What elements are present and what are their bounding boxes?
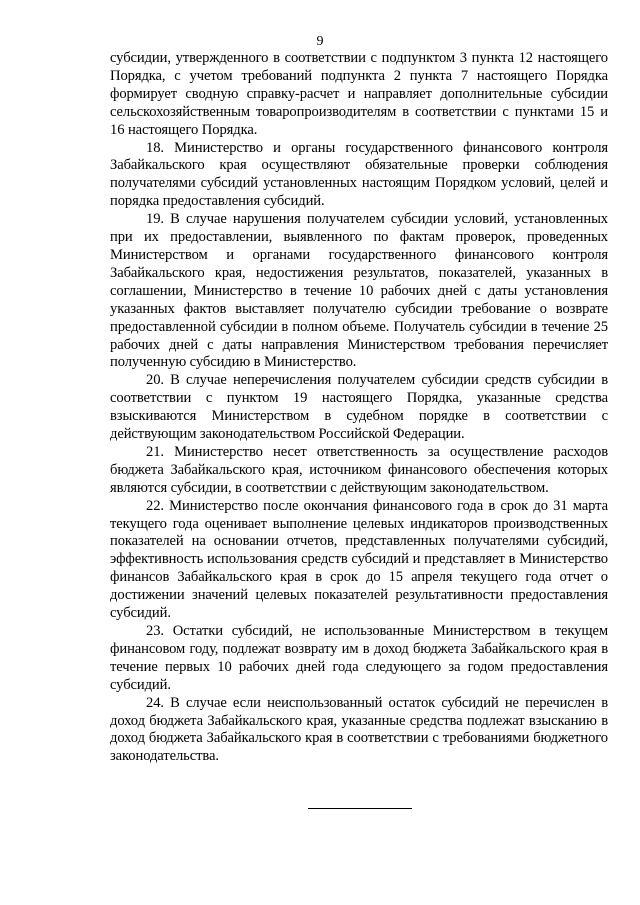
paragraph-18: 18. Министерство и органы государственного финансового контроля Забайкальского края осуществляют обязательные проверки соблюдения получателями субсидий установленных настоящим Порядком условий, целей и порядка предоставления субсидий. — [110, 139, 608, 210]
document-body — [110, 50, 608, 766]
paragraph-22: 22. Министерство после окончания финансового года в срок до 31 марта текущего года оценивает выполнение целевых индикаторов производственных показателей на основании отчетов, представленных получателями субсидий, эффективность использования средств субсидий и представляет в Министерство финансов Забайкальского края в срок до 15 апреля текущего года отчет о достижении значений целевых показателей результативности предоставления субсидий. — [110, 497, 608, 622]
paragraph-20: 20. В случае неперечисления получателем субсидии средств субсидии в соответствии с пунктом 19 настоящего Порядка, указанные средства взыскиваются Министерством в судебном порядке в соответствии с действующим законодательством Российской Федерации. — [110, 372, 608, 443]
end-separator-line — [308, 808, 412, 809]
paragraph-23: 23. Остатки субсидий, не использованные Министерством в текущем финансовом году, подлежат возврату им в доход бюджета Забайкальского края в течение первых 10 рабочих дней года следующего за годом предоставления субсидий. — [110, 623, 608, 693]
paragraph-24: 24. В случае если неиспользованный остаток субсидий не перечислен в доход бюджета Забайкальского края, указанные средства подлежат взысканию в доход бюджета Забайкальского края в соответствии с требованиями бюджетного законодательства. — [110, 694, 608, 765]
paragraph-continuation: субсидии, утвержденного в соответствии с подпунктом 3 пункта 12 настоящего Порядка, с учетом требований подпункта 2 пункта 7 настоящего Порядка формирует сводную справку-расчет и направляет дополнительные субсидии сельскохозяйственным товаропроизводителям в соответствии с пунктами 15 и 16 настоящего Порядка. — [110, 50, 608, 138]
page-number: 9 — [316, 34, 324, 49]
paragraph-19: 19. В случае нарушения получателем субсидии условий, установленных при их предоставлении, выявленного по фактам проверок, проведенных Министерством и органами государственного финансового контроля Забайкальского края, недостижения результатов, показателей, указанных в соглашении, Министерство в течение 10 рабочих дней с даты установления указанных фактов выставляет получателю субсидии требование о возврате предоставленной субсидии в полном объеме. Получатель субсидии в течение 25 рабочих дней с даты направления Министерством требования перечисляет полученную субсидию в Министерство. — [110, 211, 608, 371]
paragraph-21: 21. Министерство несет ответственность за осуществление расходов бюджета Забайкальского края, источником финансового обеспечения которых являются субсидии, в соответствии с действующим законодательством. — [110, 443, 608, 496]
